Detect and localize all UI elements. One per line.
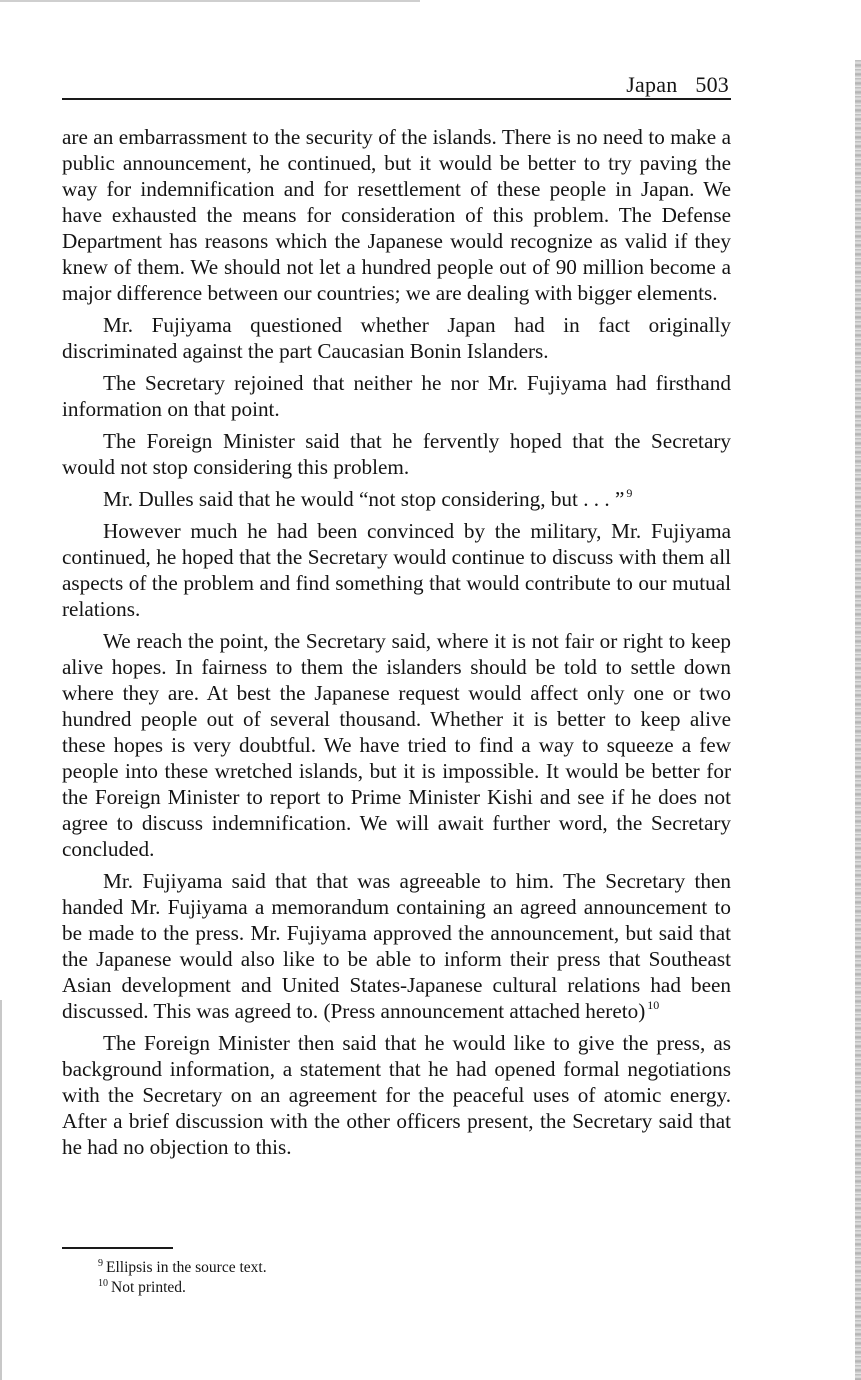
body-text: [62, 124, 731, 1166]
running-head-title: Japan: [626, 72, 678, 97]
footnote-10: [98, 1278, 267, 1298]
scan-edge-left: [0, 1000, 2, 1380]
footnote-ref-9: 9: [626, 486, 633, 500]
paragraph-8-text: Mr. Fujiyama said that that was agreeable to him. The Secretary then handed Mr. Fujiyama a memorandum containing an agreed announcement to be made to the press. Mr. Fujiyama approved the announcement, but said that the Japanese would also like to be able to inform their press that Southeast Asian development and United States-Japanese cultural relations had been discussed. This was agreed to. (Press announcement attached hereto): [62, 869, 731, 1023]
paragraph-5: [62, 486, 731, 512]
footnote-text: Ellipsis in the source text.: [106, 1259, 267, 1276]
footnote-mark: 10: [98, 1278, 108, 1289]
footnote-text: Not printed.: [111, 1279, 186, 1296]
scan-edge-top: [0, 0, 420, 2]
paragraph-5-text: Mr. Dulles said that he would “not stop considering, but . . . ”: [103, 487, 625, 511]
running-head: [626, 72, 729, 98]
paragraph-8: [62, 868, 731, 1024]
footnotes: [98, 1258, 267, 1298]
paragraph-4: The Foreign Minister said that he fervently hoped that the Secretary would not stop considering this problem.: [62, 429, 731, 479]
paragraph-6: However much he had been convinced by the military, Mr. Fujiyama continued, he hoped that the Secretary would continue to discuss with them all aspects of the problem and find something that would contribute to our mutual relations.: [62, 519, 731, 621]
footnote-ref-10: 10: [647, 998, 660, 1012]
paragraph-2: Mr. Fujiyama questioned whether Japan had in fact originally discriminated against the part Caucasian Bonin Islanders.: [62, 313, 731, 363]
footnote-rule: [62, 1247, 173, 1249]
scan-edge-right: [855, 60, 861, 1380]
page-header: [62, 70, 731, 100]
footnote-mark: 9: [98, 1258, 103, 1269]
footnote-9: [98, 1258, 267, 1278]
paragraph-7: We reach the point, the Secretary said, where it is not fair or right to keep alive hopes. In fairness to them the islanders should be told to settle down where they are. At best the Japanese request would affect only one or two hundred people out of several thousand. Whether it is better to keep alive these hopes is very doubtful. We have tried to find a way to squeeze a few people into these wretched islands, but it is impossible. It would be better for the Foreign Minister to report to Prime Minister Kishi and see if he does not agree to discuss indemnification. We will await further word, the Secretary concluded.: [62, 629, 731, 861]
paragraph-3: The Secretary rejoined that neither he nor Mr. Fujiyama had firsthand information on that point.: [62, 371, 731, 421]
paragraph-1: are an embarrassment to the security of the islands. There is no need to make a public announcement, he continued, but it would be better to try paving the way for indemnification and for resettlement of these people in Japan. We have exhausted the means for consideration of this problem. The Defense Department has reasons which the Japanese would recognize as valid if they knew of them. We should not let a hundred people out of 90 million become a major difference between our countries; we are dealing with bigger elements.: [62, 125, 731, 305]
paragraph-9: The Foreign Minister then said that he would like to give the press, as background information, a statement that he had opened formal negotiations with the Secretary on an agreement for the peaceful uses of atomic energy. After a brief discussion with the other officers present, the Secretary said that he had no objection to this.: [62, 1031, 731, 1159]
page-number: 503: [695, 72, 729, 97]
